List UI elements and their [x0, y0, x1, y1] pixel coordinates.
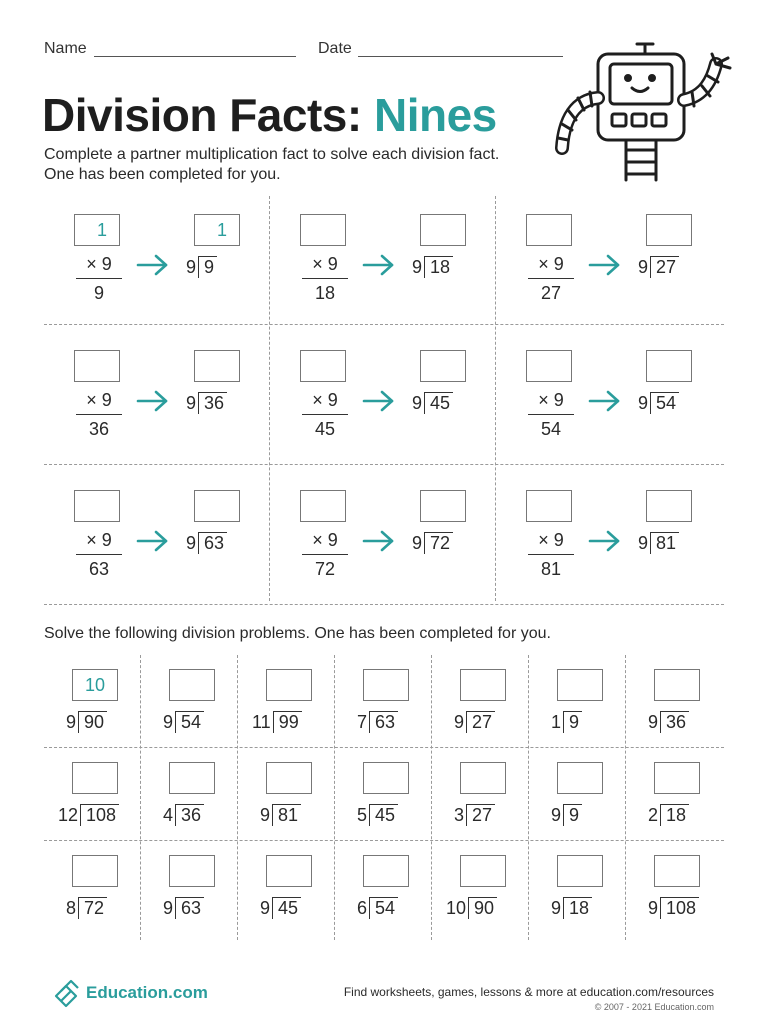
- answer-box[interactable]: [460, 669, 506, 701]
- product-line: [302, 414, 348, 415]
- dividend: 27: [466, 711, 495, 733]
- multiplier: × 9: [538, 390, 564, 410]
- divisor: 9: [551, 898, 562, 918]
- dividend: 54: [175, 711, 204, 733]
- division-fact: [186, 256, 217, 278]
- dividend: 108: [80, 804, 119, 826]
- division-problem: [648, 711, 689, 733]
- footer-copyright: © 2007 - 2021 Education.com: [594, 1002, 714, 1012]
- multiplier: × 9: [312, 530, 338, 550]
- divisor: 6: [357, 898, 368, 918]
- divisor: 9: [412, 533, 423, 553]
- product-line: [76, 554, 122, 555]
- dividend: 36: [660, 711, 689, 733]
- divider-vertical: [237, 655, 238, 940]
- dividend: 18: [424, 256, 453, 278]
- divisor: 9: [186, 257, 197, 277]
- date-label: Date: [318, 40, 352, 57]
- division-problem: [454, 804, 495, 826]
- division-fact: [412, 392, 453, 414]
- division-problem: [648, 804, 689, 826]
- product: 63: [88, 559, 110, 579]
- division-problem: [648, 897, 699, 919]
- answer-box[interactable]: [557, 669, 603, 701]
- date-field[interactable]: [358, 56, 563, 57]
- answer-box[interactable]: [363, 669, 409, 701]
- dividend: 72: [424, 532, 453, 554]
- divider-horizontal: [44, 464, 724, 465]
- quotient-box[interactable]: [646, 490, 692, 522]
- instructions: [44, 145, 564, 185]
- division-problem: [551, 711, 582, 733]
- divider-vertical: [431, 655, 432, 940]
- answer-box[interactable]: [363, 855, 409, 887]
- product: 18: [314, 283, 336, 303]
- partner-facts-grid: [44, 196, 724, 606]
- division-problem: [163, 804, 204, 826]
- divisor: 9: [412, 393, 423, 413]
- divisor: 9: [638, 393, 649, 413]
- answer-box[interactable]: [74, 490, 120, 522]
- divisor: 11: [252, 712, 271, 732]
- name-label: Name: [44, 40, 87, 57]
- division-problem: [58, 804, 119, 826]
- divider-horizontal: [44, 604, 724, 605]
- dividend: 99: [273, 711, 302, 733]
- product: 27: [540, 283, 562, 303]
- product: 81: [540, 559, 562, 579]
- right-arrow-icon: [136, 390, 170, 417]
- division-problem: [551, 804, 582, 826]
- product: 9: [93, 283, 104, 303]
- multiplier: × 9: [538, 530, 564, 550]
- answer-box[interactable]: [74, 350, 120, 382]
- divisor: 4: [163, 805, 174, 825]
- dividend: 54: [369, 897, 398, 919]
- dividend: 54: [650, 392, 679, 414]
- answer-box[interactable]: [460, 855, 506, 887]
- dividend: 9: [198, 256, 217, 278]
- divider-vertical: [334, 655, 335, 940]
- divider-vertical: [495, 196, 496, 601]
- dividend: 90: [468, 897, 497, 919]
- answer-box[interactable]: [300, 214, 346, 246]
- robot-illustration-icon: [552, 40, 752, 190]
- divider-vertical: [140, 655, 141, 940]
- quotient-box[interactable]: [194, 350, 240, 382]
- right-arrow-icon: [136, 254, 170, 281]
- divisor: 8: [66, 898, 77, 918]
- divisor: 12: [58, 805, 79, 825]
- quotient-box[interactable]: 1: [194, 214, 240, 246]
- title-accent: Nines: [373, 89, 497, 141]
- answer-box[interactable]: [266, 762, 312, 794]
- quotient-box[interactable]: [420, 214, 466, 246]
- divisor: 9: [260, 805, 271, 825]
- answer-box[interactable]: [169, 669, 215, 701]
- divider-vertical: [269, 196, 270, 601]
- division-fact: [638, 392, 679, 414]
- answer-box[interactable]: 10: [72, 669, 118, 701]
- division-fact: [412, 532, 453, 554]
- quotient-box[interactable]: [420, 490, 466, 522]
- answer-box[interactable]: [169, 762, 215, 794]
- divisor: 9: [163, 712, 174, 732]
- answer-box[interactable]: [526, 490, 572, 522]
- division-fact: [186, 532, 227, 554]
- divisor: 3: [454, 805, 465, 825]
- quotient-box[interactable]: [646, 214, 692, 246]
- footer-tagline[interactable]: Find worksheets, games, lessons & more at education.com/resources: [343, 985, 714, 999]
- right-arrow-icon: [362, 254, 396, 281]
- footer-brand: Education.com: [86, 983, 208, 1002]
- dividend: 63: [198, 532, 227, 554]
- divisor: 9: [186, 533, 197, 553]
- right-arrow-icon: [362, 530, 396, 557]
- divisor: 9: [638, 257, 649, 277]
- divider-horizontal: [44, 324, 724, 325]
- divider-vertical: [528, 655, 529, 940]
- divisor: 9: [551, 805, 562, 825]
- divisor: 9: [638, 533, 649, 553]
- division-fact: [638, 256, 679, 278]
- dividend: 72: [78, 897, 107, 919]
- dividend: 36: [198, 392, 227, 414]
- quotient-box[interactable]: [646, 350, 692, 382]
- multiplier: × 9: [86, 254, 112, 274]
- answer-box[interactable]: 1: [74, 214, 120, 246]
- answer-box[interactable]: [654, 762, 700, 794]
- answer-box[interactable]: [300, 350, 346, 382]
- divisor: 9: [648, 898, 659, 918]
- divisor: 9: [648, 712, 659, 732]
- dividend: 18: [660, 804, 689, 826]
- divisor: 10: [446, 898, 467, 918]
- divisor: 5: [357, 805, 368, 825]
- answer-box[interactable]: [526, 350, 572, 382]
- division-problem: [446, 897, 497, 919]
- division-fact: [186, 392, 227, 414]
- division-problems-grid: [44, 655, 724, 940]
- right-arrow-icon: [588, 530, 622, 557]
- dividend: 45: [369, 804, 398, 826]
- product: 36: [88, 419, 110, 439]
- product-line: [302, 554, 348, 555]
- divider-horizontal: [44, 747, 724, 748]
- division-problem: [357, 897, 398, 919]
- division-problem: [66, 711, 107, 733]
- dividend: 63: [175, 897, 204, 919]
- division-problem: [163, 711, 204, 733]
- answer-box[interactable]: [72, 762, 118, 794]
- right-arrow-icon: [362, 390, 396, 417]
- dividend: 9: [563, 711, 582, 733]
- product-line: [528, 554, 574, 555]
- page-title: [42, 88, 497, 142]
- answer-box[interactable]: [300, 490, 346, 522]
- division-fact: [638, 532, 679, 554]
- answer-box[interactable]: [169, 855, 215, 887]
- divider-vertical: [625, 655, 626, 940]
- division-problem: [454, 711, 495, 733]
- answer-box[interactable]: [72, 855, 118, 887]
- division-problem: [357, 804, 398, 826]
- section2-instructions: Solve the following division problems. One has been completed for you.: [44, 625, 551, 642]
- education-logo-icon: [52, 978, 82, 1008]
- division-problem: [252, 711, 302, 733]
- divisor: 9: [186, 393, 197, 413]
- product-line: [528, 414, 574, 415]
- multiplier: × 9: [538, 254, 564, 274]
- product-line: [528, 278, 574, 279]
- dividend: 27: [466, 804, 495, 826]
- division-problem: [260, 804, 301, 826]
- answer-box[interactable]: [654, 855, 700, 887]
- division-problem: [66, 897, 107, 919]
- division-fact: [412, 256, 453, 278]
- product: 72: [314, 559, 336, 579]
- answer-box[interactable]: [363, 762, 409, 794]
- answer-box[interactable]: [557, 762, 603, 794]
- divider-horizontal: [44, 840, 724, 841]
- divisor: 9: [66, 712, 77, 732]
- divisor: 1: [551, 712, 562, 732]
- multiplier: × 9: [86, 390, 112, 410]
- division-problem: [260, 897, 301, 919]
- name-field[interactable]: [94, 56, 296, 57]
- divisor: 9: [412, 257, 423, 277]
- quotient-box[interactable]: [420, 350, 466, 382]
- division-problem: [551, 897, 592, 919]
- instructions-line-1: Complete a partner multiplication fact to solve each division fact.: [44, 146, 500, 163]
- answer-box[interactable]: [266, 855, 312, 887]
- dividend: 18: [563, 897, 592, 919]
- dividend: 81: [272, 804, 301, 826]
- dividend: 45: [424, 392, 453, 414]
- multiplier: × 9: [86, 530, 112, 550]
- dividend: 9: [563, 804, 582, 826]
- division-problem: [163, 897, 204, 919]
- answer-box[interactable]: [526, 214, 572, 246]
- footer-logo[interactable]: [52, 978, 208, 1008]
- divisor: 9: [260, 898, 271, 918]
- answer-box[interactable]: [557, 855, 603, 887]
- product-line: [302, 278, 348, 279]
- dividend: 27: [650, 256, 679, 278]
- right-arrow-icon: [136, 530, 170, 557]
- divisor: 7: [357, 712, 368, 732]
- dividend: 81: [650, 532, 679, 554]
- quotient-box[interactable]: [194, 490, 240, 522]
- divisor: 9: [163, 898, 174, 918]
- divisor: 9: [454, 712, 465, 732]
- product-line: [76, 414, 122, 415]
- dividend: 36: [175, 804, 204, 826]
- instructions-line-2: One has been completed for you.: [44, 166, 281, 183]
- dividend: 108: [660, 897, 699, 919]
- division-problem: [357, 711, 398, 733]
- product-line: [76, 278, 122, 279]
- right-arrow-icon: [588, 390, 622, 417]
- dividend: 90: [78, 711, 107, 733]
- answer-box[interactable]: [654, 669, 700, 701]
- multiplier: × 9: [312, 390, 338, 410]
- dividend: 45: [272, 897, 301, 919]
- divisor: 2: [648, 805, 659, 825]
- right-arrow-icon: [588, 254, 622, 281]
- answer-box[interactable]: [460, 762, 506, 794]
- product: 54: [540, 419, 562, 439]
- product: 45: [314, 419, 336, 439]
- multiplier: × 9: [312, 254, 338, 274]
- title-main: Division Facts:: [42, 89, 374, 141]
- answer-box[interactable]: [266, 669, 312, 701]
- dividend: 63: [369, 711, 398, 733]
